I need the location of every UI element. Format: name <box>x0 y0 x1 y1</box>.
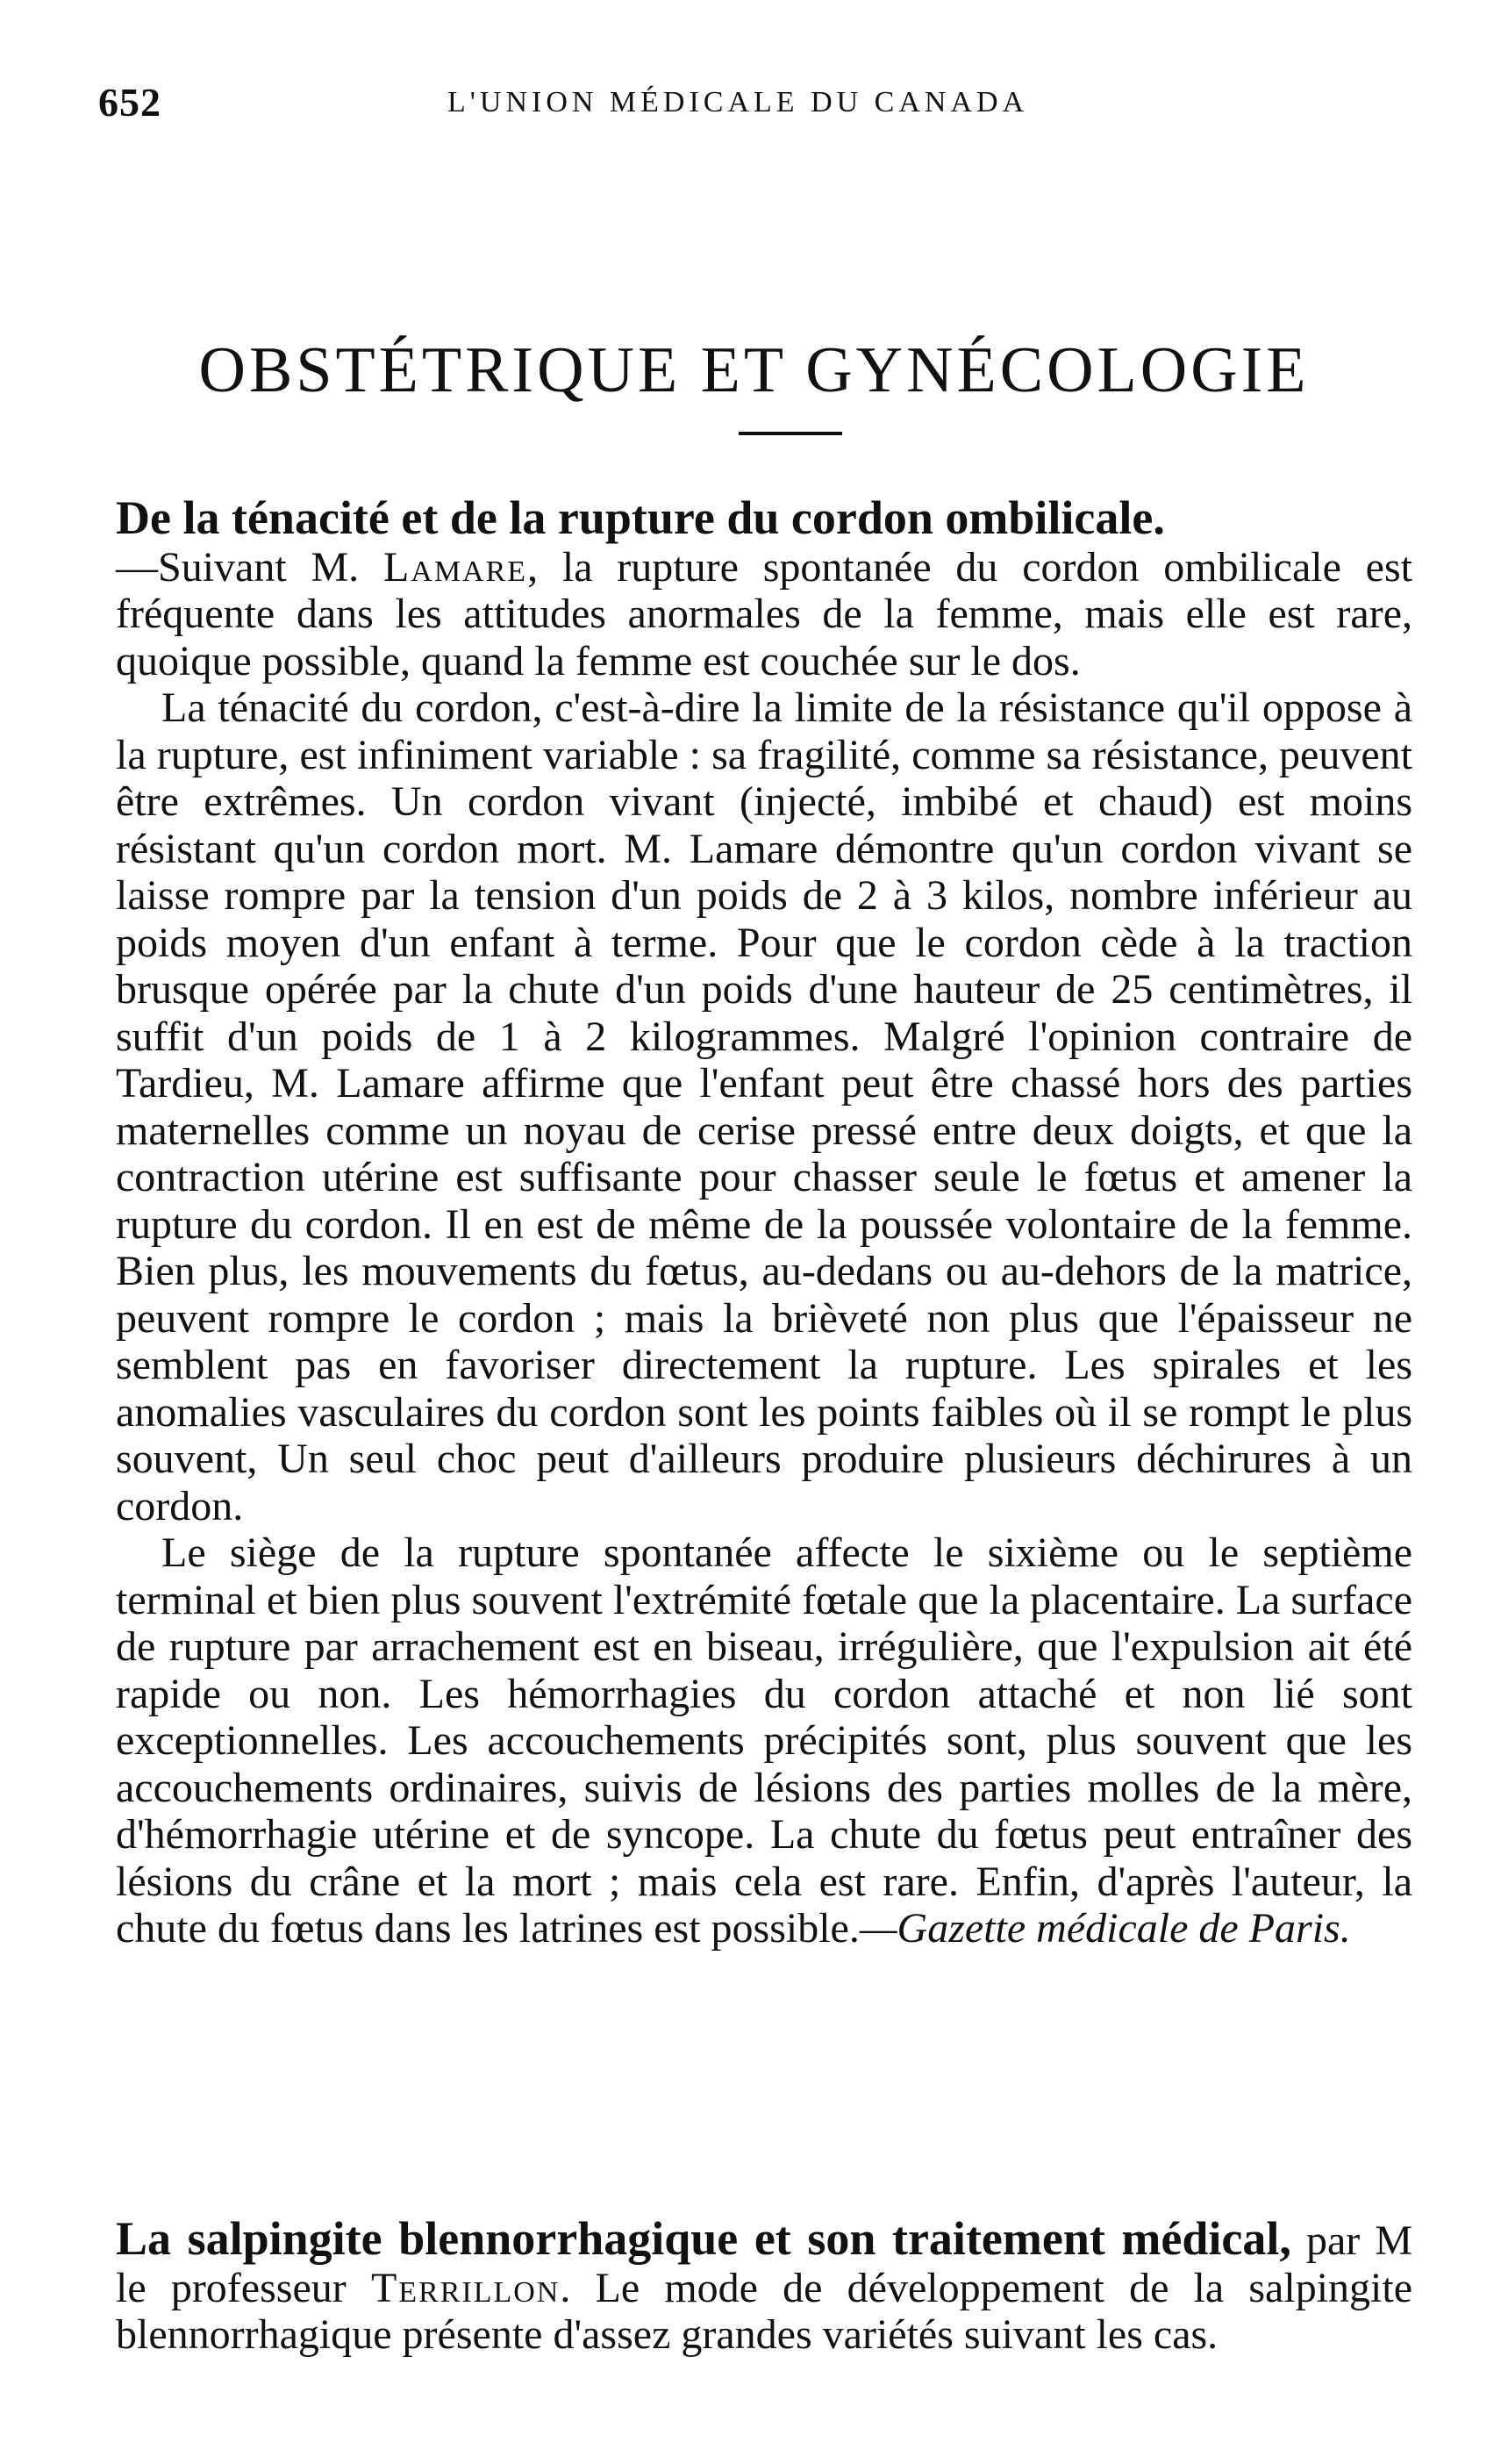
article-1-para-3 <box>116 1529 1412 1952</box>
article-salpingitis <box>116 2212 1413 2359</box>
title-divider <box>739 432 842 435</box>
article-ombilical-cord <box>116 491 1412 1952</box>
article-1-para-1 <box>116 491 1412 684</box>
article-2-para-1 <box>116 2212 1413 2359</box>
running-head <box>0 79 1508 132</box>
section-title: OBSTÉTRIQUE ET GYNÉCOLOGIE <box>198 333 1310 406</box>
article-1-source: —Gazette médicale de Paris. <box>859 1905 1351 1952</box>
journal-title: L'UNION MÉDICALE DU CANADA <box>447 86 1029 118</box>
article-1-lead-in: —Suivant M. <box>116 543 383 591</box>
page-number: 652 <box>98 80 161 125</box>
article-1-para-1-text: , la rupture spontanée du cordon ombilicale est fréquente dans les attitudes anormales de la femme, mais elle est rare, quoique possible, quand la femme est couchée sur le dos. <box>116 543 1412 684</box>
article-2-author: Terrillon <box>370 2264 561 2311</box>
article-1-author: Lamare <box>382 543 528 591</box>
article-2-text: . Le mode de développement de la salpingite blennorrhagique présente d'assez grandes variétés suivant les cas. <box>116 2264 1413 2358</box>
article-2-lead-in: par M le professeur <box>116 2217 1413 2311</box>
article-1-para-3-text: Le siège de la rupture spontanée affecte le sixième ou le septième terminal et bien plus souvent l'extrémité fœtale que la placentaire. La surface de rupture par arrachement est en biseau, irrégulière, que l'expulsion ait été rapide ou non. Les hémorrhagies du cordon attaché et non lié sont exceptionnelles. Les accouchements précipités sont, plus souvent que les accouchements ordinaires, suivis de lésions des parties molles de la mère, d'hémorrhagie utérine et de syncope. La chute du fœtus peut entraîner des lésions du crâne et la mort ; mais cela est rare. Enfin, d'après l'auteur, la chute du fœtus dans les latrines est possible. <box>116 1529 1412 1952</box>
article-2-title: La salpingite blennorrhagique et son traitement médical, <box>116 2212 1291 2265</box>
article-1-para-2: La ténacité du cordon, c'est-à-dire la limite de la résistance qu'il oppose à la rupture, est infiniment variable : sa fragilité, comme sa résistance, peuvent être extrêmes. Un cordon vivant (injecté, imbibé et chaud) est moins résistant qu'un cordon mort. M. Lamare démontre qu'un cordon vivant se laisse rompre par la tension d'un poids de 2 à 3 kilos, nombre inférieur au poids moyen d'un enfant à terme. Pour que le cordon cède à la traction brusque opérée par la chute d'un poids d'une hauteur de 25 centimètres, il suffit d'un poids de 1 à 2 kilogrammes. Malgré l'opinion contraire de Tardieu, M. Lamare affirme que l'enfant peut être chassé hors des parties maternelles comme un noyau de cerise pressé entre deux doigts, et que la contraction utérine est suffisante pour chasser seule le fœtus et amener la rupture du cordon. Il en est de même de la poussée volontaire de la femme. Bien plus, les mouvements du fœtus, au-dedans ou au-dehors de la matrice, peuvent rompre le cordon ; mais la brièveté non plus que l'épaisseur ne semblent pas en favoriser directement la rupture. Les spirales et les anomalies vasculaires du cordon sont les points faibles où il se rompt le plus souvent, Un seul choc peut d'ailleurs produire plusieurs déchirures à un cordon. <box>116 684 1412 1529</box>
article-1-title: De la ténacité et de la rupture du cordon ombilicale. <box>116 491 1165 544</box>
